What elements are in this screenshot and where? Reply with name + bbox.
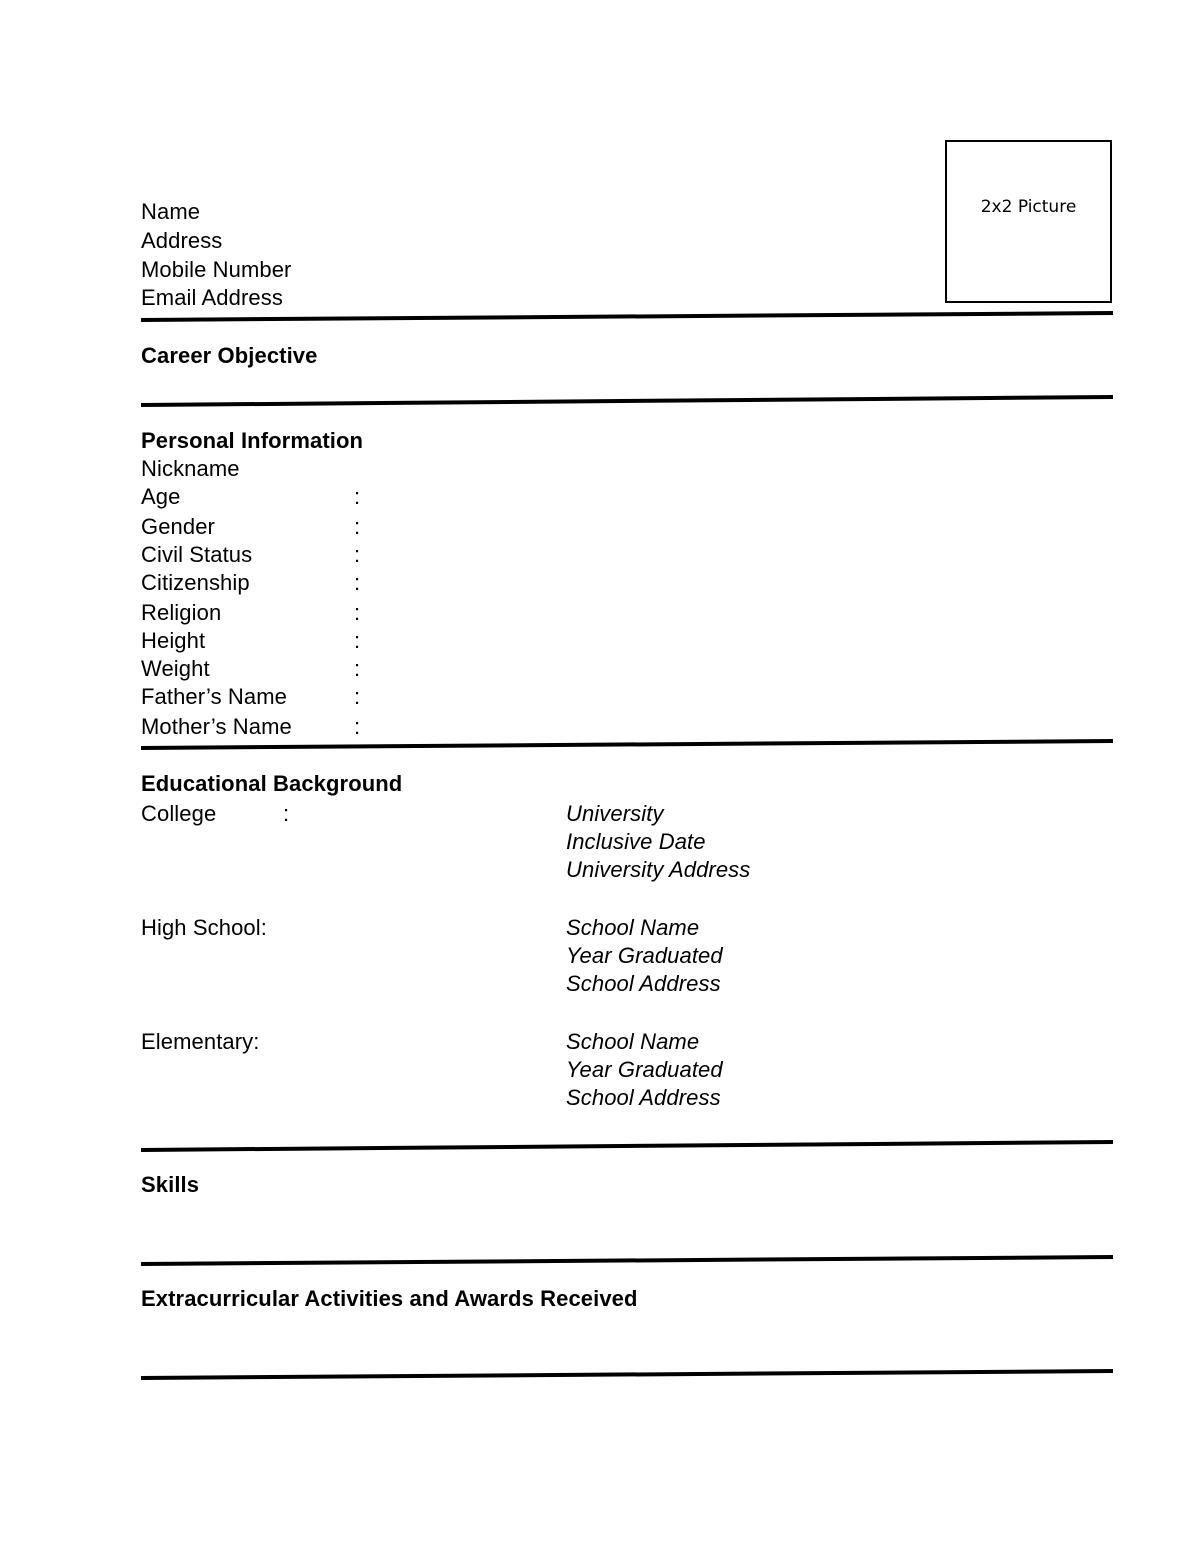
height-label: Height (141, 628, 206, 653)
religion-label: Religion (141, 600, 222, 625)
college-inclusive-date: Inclusive Date (566, 829, 706, 854)
divider-extracurricular (141, 1371, 1113, 1378)
citizenship-label: Citizenship (141, 570, 250, 595)
fathers-name-label: Father’s Name (141, 684, 287, 709)
civil-status-label: Civil Status (141, 542, 253, 567)
header-name-label: Name (141, 199, 201, 224)
civil-status-colon: : (354, 542, 361, 567)
religion-colon: : (354, 600, 361, 625)
citizenship-colon: : (354, 570, 361, 595)
header-address-label: Address (141, 228, 223, 253)
elementary-year: Year Graduated (566, 1057, 723, 1082)
elementary-school-name: School Name (566, 1029, 700, 1054)
height-colon: : (354, 628, 361, 653)
divider-skills (141, 1257, 1113, 1264)
high-school-name: School Name (566, 915, 700, 940)
divider-career-objective (141, 397, 1113, 405)
age-colon: : (354, 484, 361, 509)
high-school-year: Year Graduated (566, 943, 723, 968)
mothers-name-label: Mother’s Name (141, 714, 292, 739)
divider-educational-background (141, 1142, 1113, 1150)
divider-personal-information (141, 741, 1113, 748)
career-objective-heading: Career Objective (141, 343, 318, 368)
mothers-name-colon: : (354, 714, 361, 739)
weight-label: Weight (141, 656, 210, 681)
college-university: University (566, 801, 664, 826)
high-school-label: High School: (141, 915, 267, 940)
educational-background-heading: Educational Background (141, 771, 403, 796)
nickname-label: Nickname (141, 456, 240, 481)
college-university-address: University Address (566, 857, 751, 882)
gender-colon: : (354, 514, 361, 539)
elementary-label: Elementary: (141, 1029, 260, 1054)
college-label: College (141, 801, 217, 826)
weight-colon: : (354, 656, 361, 681)
age-label: Age (141, 484, 181, 509)
fathers-name-colon: : (354, 684, 361, 709)
divider-header (141, 313, 1113, 320)
skills-heading: Skills (141, 1172, 200, 1197)
elementary-address: School Address (566, 1085, 721, 1110)
personal-information-heading: Personal Information (141, 428, 364, 453)
gender-label: Gender (141, 514, 215, 539)
photo-label: 2x2 Picture (980, 197, 1077, 217)
header-email-label: Email Address (141, 285, 283, 310)
extracurricular-heading: Extracurricular Activities and Awards Received (141, 1286, 638, 1311)
header-mobile-label: Mobile Number (141, 257, 292, 282)
high-school-address: School Address (566, 971, 721, 996)
college-colon: : (283, 801, 290, 826)
